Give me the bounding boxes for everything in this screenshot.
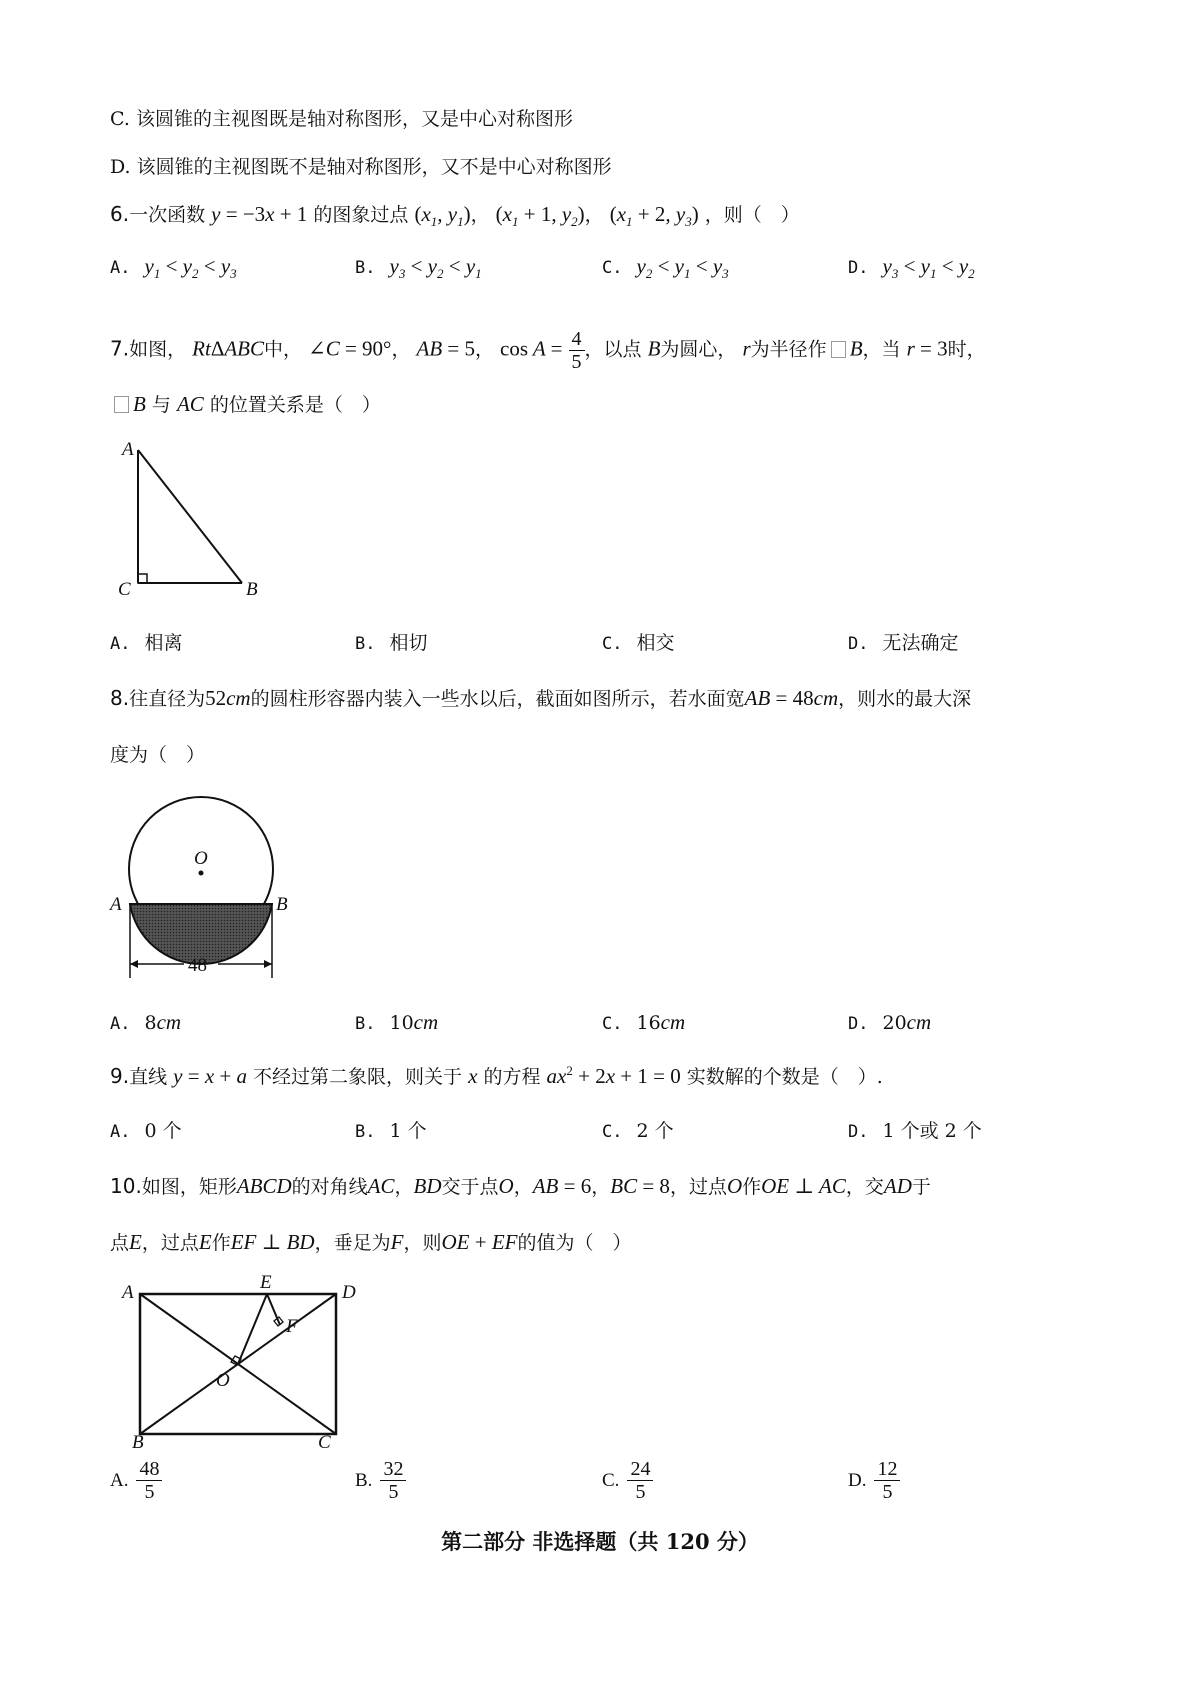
- q7-option-a[interactable]: A. 相离: [110, 632, 183, 654]
- q7-option-b[interactable]: B. 相切: [355, 632, 428, 654]
- label-o: O: [194, 848, 208, 869]
- question-8: 8.往直径为52cm的圆柱形容器内装入一些水以后，截面如图所示，若水面宽AB = 48cm，则水的最大深: [110, 686, 972, 710]
- q8-option-b[interactable]: B. 10cm: [355, 1010, 439, 1034]
- q6-option-c[interactable]: C. $y_2 < y_1 < y_3$: [602, 254, 729, 282]
- q8-option-a[interactable]: A. 8cm: [110, 1010, 182, 1034]
- question-7-cont: B 与 AC 的位置关系是（ ）: [110, 390, 381, 417]
- q6-option-b[interactable]: B. $y_3 < y_2 < y_1$: [355, 254, 482, 282]
- circle-figure: [106, 784, 306, 984]
- label-b: B: [132, 1432, 144, 1448]
- label-a: A: [122, 439, 134, 460]
- q9-option-a[interactable]: A. 0 个: [110, 1120, 182, 1142]
- q8-option-c[interactable]: C. 16cm: [602, 1010, 686, 1034]
- q8-option-d[interactable]: D. 20cm: [848, 1010, 932, 1034]
- label-f: F: [286, 1316, 298, 1337]
- label-c: C: [318, 1432, 331, 1448]
- question-10-cont: 点E，过点E作EF ⊥ BD，垂足为F，则OE + EF的值为（ ）: [110, 1230, 632, 1254]
- question-number: 6.: [110, 202, 130, 226]
- label-e: E: [260, 1272, 272, 1293]
- question-10: 10.如图，矩形ABCD的对角线AC，BD交于点O，AB = 6，BC = 8，过点O作OE ⊥ AC，交AD于: [110, 1174, 931, 1198]
- q10-option-b[interactable]: B. $\frac{32}{5}$: [355, 1458, 406, 1503]
- section-heading: 第二部分 非选择题（共 120 分）: [441, 1529, 759, 1554]
- q6-option-d[interactable]: D. $y_3 < y_1 < y_2$: [848, 254, 975, 282]
- q7-option-d[interactable]: D. 无法确定: [848, 632, 959, 654]
- question-7: 7.如图， RtΔABC中， ∠C = 90°， AB = 5， cos A = $\frac{4}{5}$ ，以点 B为圆心， r为半径作 B，当 r = 3时，: [110, 328, 986, 373]
- q10-option-c[interactable]: C. $\frac{24}{5}$: [602, 1458, 653, 1503]
- question-8-cont: 度为（ ）: [110, 744, 206, 766]
- label-o: O: [216, 1370, 230, 1391]
- q7-option-c[interactable]: C. 相交: [602, 632, 675, 654]
- q6-option-a[interactable]: A. $y_1 < y_2 < y_3$: [110, 254, 237, 282]
- q9-option-b[interactable]: B. 1 个: [355, 1120, 427, 1142]
- label-c: C: [118, 579, 131, 600]
- option-c-line: C. 该圆锥的主视图既是轴对称图形，又是中心对称图形: [110, 108, 573, 130]
- label-b: B: [246, 579, 258, 600]
- q9-option-d[interactable]: D. 1 个或 2 个: [848, 1120, 982, 1142]
- question-9: 9.直线 y = x + a 不经过第二象限，则关于 x 的方程 $ax^2 + 2x + 1 = 0$ 实数解的个数是（ ）.: [110, 1063, 883, 1088]
- label-width: 48: [188, 955, 207, 976]
- q10-option-d[interactable]: D. $\frac{12}{5}$: [848, 1458, 900, 1503]
- question-6: 6.一次函数 y = −3x + 1 的图象过点 ($x_1$, $y_1$)， ($x_1 + 1$, $y_2$)， ($x_1 + 2$, $y_3$) ，则（ ）: [110, 202, 800, 230]
- option-d-line: D. 该圆锥的主视图既不是轴对称图形，又不是中心对称图形: [110, 156, 612, 178]
- q9-option-c[interactable]: C. 2 个: [602, 1120, 674, 1142]
- q10-option-a[interactable]: A. $\frac{48}{5}$: [110, 1458, 162, 1503]
- triangle-figure: [112, 430, 272, 605]
- label-a: A: [110, 894, 122, 915]
- label-d: D: [342, 1282, 356, 1303]
- label-a: A: [122, 1282, 134, 1303]
- rectangle-figure: [110, 1270, 370, 1448]
- label-b: B: [276, 894, 288, 915]
